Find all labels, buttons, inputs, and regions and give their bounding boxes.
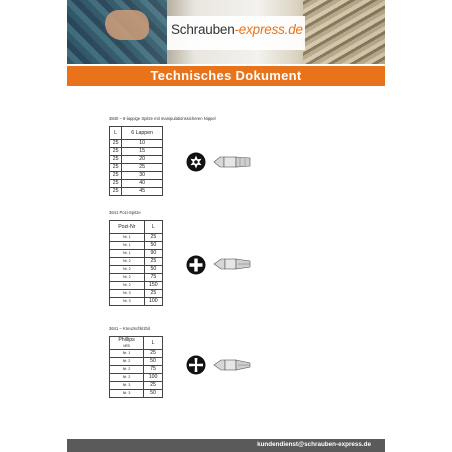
table-cell: 90 <box>144 250 162 258</box>
table-cell: 25 <box>144 350 163 358</box>
table-row <box>110 390 163 398</box>
table-row <box>110 282 163 290</box>
table-row <box>110 234 163 242</box>
table-row <box>110 382 163 390</box>
table-row <box>110 298 163 306</box>
column-header: L <box>110 127 122 140</box>
table-cell: 45 <box>122 188 163 196</box>
column-header: L <box>144 337 163 350</box>
table-cell: Nr. 2 <box>110 374 144 382</box>
table-cell: 25 <box>144 290 162 298</box>
table-cell: 25 <box>110 148 122 156</box>
table-cell: 25 <box>110 156 122 164</box>
table-cell: Nr. 1 <box>110 350 144 358</box>
screws-photo <box>303 0 385 64</box>
column-header: Pozi-Nr <box>110 221 145 234</box>
table-cell: 25 <box>110 140 122 148</box>
table-row <box>110 188 163 196</box>
column-header: L <box>144 221 162 234</box>
table-cell: Nr. 3 <box>110 382 144 390</box>
table-cell: Nr. 2 <box>110 358 144 366</box>
table-cell: Nr. 3 <box>110 390 144 398</box>
table-row <box>110 374 163 382</box>
document-page <box>67 0 385 452</box>
table-cell: 40 <box>122 180 163 188</box>
table-row <box>110 258 163 266</box>
table-body <box>110 234 163 306</box>
spec-table-phillips <box>109 336 163 398</box>
table-cell: 50 <box>144 390 163 398</box>
table-cell: 25 <box>144 258 162 266</box>
pozidriv-icon <box>185 254 207 276</box>
torx-bit-icon <box>212 154 252 170</box>
table-cell: Nr. 2 <box>110 266 145 274</box>
brand-logo <box>171 22 303 37</box>
table-cell: 25 <box>144 382 163 390</box>
table-body <box>110 140 163 196</box>
column-header: 6 Lappen <box>122 127 163 140</box>
brand-name: Schrauben <box>171 22 235 37</box>
table-cell: 15 <box>122 148 163 156</box>
spec-table-pozi <box>109 220 163 306</box>
table-row <box>110 164 163 172</box>
column-header <box>110 337 144 350</box>
table-cell: Nr. 2 <box>110 366 144 374</box>
table-cell: 150 <box>144 282 162 290</box>
table-row <box>110 366 163 374</box>
section-title-3641-pozi: 3641 Pozi-Spitze <box>109 210 141 215</box>
table-cell: 30 <box>122 172 163 180</box>
table-row <box>110 274 163 282</box>
table-cell: 100 <box>144 298 162 306</box>
torx-tamper-icon <box>185 151 207 173</box>
section-title-3641-phillips: 3641 – Kreuzschlitzbit <box>109 326 150 331</box>
hand-photo <box>105 10 149 40</box>
header-banner-photo <box>67 0 385 64</box>
phillips-icon <box>185 354 207 376</box>
table-cell: 50 <box>144 358 163 366</box>
table-cell: Nr. 2 <box>110 274 145 282</box>
table-header-row <box>110 337 163 350</box>
table-cell: 25 <box>122 164 163 172</box>
table-cell: 10 <box>122 140 163 148</box>
table-cell: Nr. 2 <box>110 258 145 266</box>
table-cell: 20 <box>122 156 163 164</box>
table-cell: Nr. 2 <box>110 282 145 290</box>
table-row <box>110 266 163 274</box>
document-title: Technisches Dokument <box>150 68 302 83</box>
table-cell: 25 <box>110 172 122 180</box>
table-body <box>110 350 163 398</box>
section-title-3840: 3840 – 6-lappige Spitze mit manipulationssicheren Nippel <box>109 116 216 121</box>
spec-table-3840 <box>109 126 163 196</box>
column-header-label: Phillips <box>118 337 135 343</box>
table-cell: 100 <box>144 374 163 382</box>
table-header-row <box>110 127 163 140</box>
table-cell: Nr. 1 <box>110 242 145 250</box>
column-header-sub: NRS <box>123 344 130 348</box>
table-cell: Nr. 3 <box>110 298 145 306</box>
table-row <box>110 180 163 188</box>
footer-email: kundendienst@schrauben-express.de <box>257 441 371 448</box>
table-row <box>110 148 163 156</box>
table-row <box>110 290 163 298</box>
table-cell: Nr. 1 <box>110 250 145 258</box>
table-cell: 25 <box>110 188 122 196</box>
pozidriv-bit-icon <box>212 256 252 272</box>
table-cell: 25 <box>110 164 122 172</box>
table-row <box>110 156 163 164</box>
table-row <box>110 242 163 250</box>
table-row <box>110 350 163 358</box>
table-cell: Nr. 1 <box>110 234 145 242</box>
table-cell: 25 <box>110 180 122 188</box>
table-row <box>110 358 163 366</box>
phillips-bit-icon <box>212 357 252 373</box>
brand-accent: -express.de <box>234 22 303 37</box>
table-cell: 75 <box>144 274 162 282</box>
table-row <box>110 172 163 180</box>
table-row <box>110 250 163 258</box>
table-cell: 75 <box>144 366 163 374</box>
table-cell: 50 <box>144 242 162 250</box>
table-header-row <box>110 221 163 234</box>
table-cell: Nr. 3 <box>110 290 145 298</box>
table-cell: 25 <box>144 234 162 242</box>
table-cell: 50 <box>144 266 162 274</box>
table-row <box>110 140 163 148</box>
